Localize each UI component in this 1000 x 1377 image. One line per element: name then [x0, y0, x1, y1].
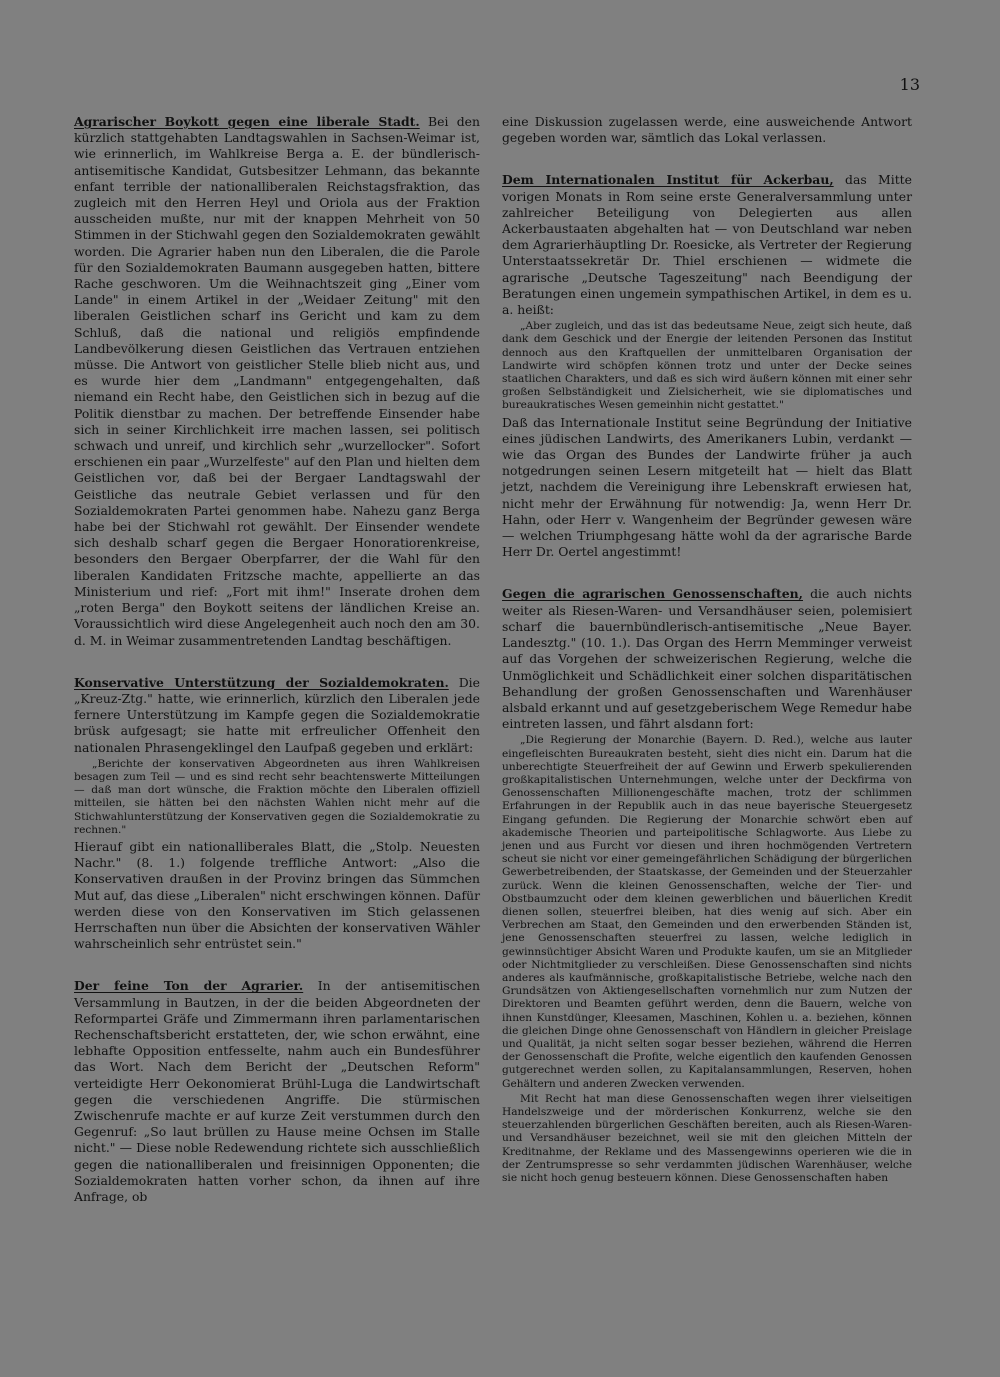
article-headline: Der feine Ton der Agrarier.	[74, 978, 304, 994]
article-body: Die „Kreuz-Ztg." hatte, wie erinnerlich, kürzlich den Liberalen jede fernere Unterstützung im Kampfe gegen die Sozialdemokratie brüsk aufgesagt; sie hatte mit erfreulicher Offenheit den nationalen Phrasengeklingel den Laufpaß gegeben und erklärt:	[74, 674, 480, 755]
page-number: 13	[899, 75, 920, 94]
article-headline: Konservative Unterstützung der Sozialdemokraten.	[74, 674, 449, 690]
article-cooperatives	[502, 586, 912, 1185]
right-column	[502, 114, 912, 1197]
article-fine-tone	[74, 978, 480, 1205]
continuation-text: eine Diskussion zugelassen werde, eine ausweichende Antwort gegeben worden war, sämtlich das Lokal verlassen.	[502, 114, 912, 146]
article-quote: „Die Regierung der Monarchie (Bayern. D. Red.), welche aus lauter eingefleischten Bureaukraten besteht, sieht dies nicht ein. Darum hat die unberechtigte Steuerfreiheit der auf Gewinn und Erwerb spekulierenden großkapitalistischen Unternehmungen, welche unter der Deckfirma von Genossenschaften Millionengeschäfte machen, trotz der schlimmen Erfahrungen in der Republik auch in das neue bayerische Steuergesetz Eingang gefunden. Die Regierung der Monarchie schwört eben auf akademische Theorien und parteipolitische Schlagworte. Aus Liebe zu jenen und aus Furcht vor diesen und ihren hochmögenden Vertretern scheut sie nicht vor einer gemeingefährlichen Schädigung der bürgerlichen Gewerbetreibenden, der Staatskasse, der Gemeinden und der Steuerzahler zurück. Wenn die kleinen Genossenschaften, welche der Tier- und Obstbaumzucht oder dem kleinen gewerblichen und bäuerlichen Kredit dienen sollen, steuerfrei bleiben, hat dies wenig auf sich. Aber ein Verbrechen am Staat, den Gemeinden und den erwerbenden Ständen ist, jene Genossenschaften steuerfrei zu lassen, welche lediglich in gewinnsüchtiger Absicht Waren und Produkte kaufen, um sie an Mitglieder oder Nichtmitglieder zu verschleißen. Diese Genossenschaften sind nichts anderes als kaufmännische, großkapitalistische Betriebe, welche nach den Grundsätzen von Aktiengesellschaften vornehmlich nur zum Nutzen der Direktoren und Beamten geführt werden, denn die Bauern, welche von ihnen Kunstdünger, Kleesamen, Maschinen, Kohlen u. a. beziehen, können die gleichen Dinge ohne Genossenschaft von Händlern in gleicher Preislage und Qualität, ja nicht selten sogar besser beziehen, während die Herren der Genossenschaft die Profite, welche eigentlich den kaufenden Genossen gutgerechnet werden sollen, zu Kapitalansammlungen, Reserven, hohen Gehältern und anderen Zwecken verwenden.	[502, 734, 912, 1090]
left-column	[74, 114, 480, 1217]
article-headline: Gegen die agrarischen Genossenschaften,	[502, 586, 803, 602]
article-conservative-support	[74, 675, 480, 953]
article-continuation	[502, 114, 912, 146]
article-agrarian-boycott	[74, 114, 480, 649]
article-body: In der antisemitischen Versammlung in Bautzen, in der die beiden Abgeordneten der Reformpartei Gräfe und Zimmermann ihren parlamentarischen Rechenschaftsbericht erstatteten, der, wie schon erwähnt, eine lebhafte Opposition entfesselte, nahm auch ein Bundesführer das Wort. Nach dem Bericht der „Deutschen Reform" verteidigte Herr Oekonomierat Brühl-Luga die Landwirtschaft gegen die verschiedenen Angriffe. Die stürmischen Zwischenrufe machte er auf kurze Zeit verstummen durch den Gegenruf: „So laut brüllen zu Hause meine Ochsen im Stalle nicht." — Diese noble Redewendung richtete sich ausschließlich gegen die nationalliberalen und freisinnigen Opponenten; die Sozialdemokraten hatten vorher schon, da ihnen auf ihre Anfrage, ob	[74, 978, 480, 1204]
article-reply: Daß das Internationale Institut seine Begründung der Initiative eines jüdischen Landwirts, des Amerikaners Lubin, verdankt — wie das Organ des Bundes der Landwirte früher ja auch notgedrungen seinen Lesern mitgeteilt hat — hielt das Blatt jetzt, nachdem die Vereinigung ihre Lebenskraft erwiesen hat, nicht mehr der Erwähnung für notwendig: Ja, wenn Herr Dr. Hahn, oder Herr v. Wangenheim der Begründer gewesen wäre — welchen Triumphgesang hätte wohl da der agrarische Barde Herr Dr. Oertel angestimmt!	[502, 414, 912, 560]
article-quote: „Berichte der konservativen Abgeordneten aus ihren Wahlkreisen besagen zum Teil — und es sind recht sehr beachtenswerte Mitteilungen — daß man dort wünsche, die Fraktion möchte den Liberalen offiziell mitteilen, sie hätten bei den nächsten Wahlen nicht mehr auf die Stichwahlunterstützung der Konservativen gegen die Sozialdemokratie zu rechnen."	[74, 757, 480, 836]
article-quote-continued: Mit Recht hat man diese Genossenschaften wegen ihrer vielseitigen Handelszweige und der mörderischen Konkurrenz, welche sie den steuerzahlenden bürgerlichen Geschäften bereiten, auch als Riesen-Waren- und Versandhäuser bezeichnet, weil sie mit den gleichen Mitteln der Kreditnahme, der Reklame und des Massengewinns operieren wie die in der Zentrumspresse so sehr verdammten jüdischen Warenhäuser, welche sie nicht hoch genug besteuern können. Diese Genossenschaften haben	[502, 1092, 912, 1185]
article-headline: Agrarischer Boykott gegen eine liberale Stadt.	[74, 114, 420, 129]
article-body: Bei den kürzlich stattgehabten Landtagswahlen in Sachsen-Weimar ist, wie erinnerlich, im Wahlkreise Berga a. E. der bündlerisch-antisemitische Kandidat, Gutsbesitzer Lehmann, das bekannte enfant terrible der nationalliberalen Reichstagsfraktion, das zugleich mit den Herren Heyl und Oriola aus der Fraktion ausscheiden mußte, nur mit der knappen Mehrheit von 50 Stimmen in der Stichwahl gegen den Sozialdemokraten gewählt worden. Die Agrarier haben nun den Liberalen, die die Parole für den Sozialdemokraten Baumann ausgegeben hatten, bittere Rache geschworen. Um die Weihnachtszeit ging „Einer vom Lande" in einem Artikel in der „Weidaer Zeitung" mit den liberalen Geistlichen scharf ins Gericht und kam zu dem Schluß, daß die national und religiös empfindende Landbevölkerung diesen Geistlichen das Vertrauen entziehen müsse. Die Antwort von geistlicher Stelle blieb nicht aus, und es wurde hier dem „Landmann" entgegengehalten, daß niemand ein Recht habe, den Geistlichen sich in bezug auf die Politik dienstbar zu machen. Der betreffende Einsender habe sich in seiner Kirchlichkeit irre machen lassen, sei politisch schwach und unreif, und kirchlich sehr „wurzellocker". Sofort erschienen ein paar „Wurzelfeste" auf den Plan und hielten dem Geistlichen vor, daß bei der Bergaer Landtagswahl der Geistliche das neutrale Gebiet verlassen und für den Sozialdemokraten Partei genommen habe. Nahezu ganz Berga habe bei der Stichwahl rot gewählt. Der Einsender wendete sich deshalb scharf gegen die Bergaer Honoratiorenkreise, besonders den Bergaer Oberpfarrer, der die Wahl für den liberalen Kandidaten Fritzsche machte, appellierte an das Ministerium und rief: „Fort mit ihm!" Inserate drohen dem „roten Berga" den Boykott seitens der ländlichen Kreise an. Voraussichtlich wird diese Angelegenheit auch noch den am 30. d. M. in Weimar zusammentretenden Landtag beschäftigen.	[74, 114, 480, 648]
article-reply: Hierauf gibt ein nationalliberales Blatt, die „Stolp. Neuesten Nachr." (8. 1.) folgende treffliche Antwort: „Also die Konservativen draußen in der Provinz bringen das Sümmchen Mut auf, das diese „Liberalen" nicht erschwingen können. Dafür werden diese von den Konservativen im Stich gelassenen Herrschaften nun über die Absichten der konservativen Wähler wahrscheinlich sehr entrüstet sein."	[74, 838, 480, 952]
article-quote: „Aber zugleich, und das ist das bedeutsame Neue, zeigt sich heute, daß dank dem Geschick und der Energie der leitenden Personen das Institut dennoch aus den Kraftquellen der unmittelbaren Organisation der Landwirte wird schöpfen können trotz und unter der Decke seines staatlichen Charakters, und daß es sich wird äußern können mit einer sehr großen Selbständigkeit und Zielsicherheit, wie sie diplomatisches und bureaukratisches Wesen gemeinhin nicht gestattet."	[502, 320, 912, 412]
article-agriculture-institute	[502, 172, 912, 560]
article-headline: Dem Internationalen Institut für Ackerbau,	[502, 172, 834, 188]
article-body: das Mitte vorigen Monats in Rom seine erste Generalversammlung unter zahlreicher Beteiligung von Delegierten aus allen Ackerbaustaaten abgehalten hat — von Deutschland war neben dem Agrarierhäuptling Dr. Roesicke, als Vertreter der Regierung Unterstaatssekretär Dr. Thiel erschienen — widmete die agrarische „Deutsche Tageszeitung" nach Beendigung der Beratungen einen ungemein sympathischen Artikel, in dem es u. a. heißt:	[502, 172, 912, 318]
article-body: die auch nichts weiter als Riesen-Waren- und Versandhäuser seien, polemisiert scharf die bauernbündlerisch-antisemitische „Neue Bayer. Landesztg." (10. 1.). Das Organ des Herrn Memminger verweist auf das Vorgehen der schweizerischen Regierung, welche die Unmöglichkeit und Schädlichkeit einer solchen disparitätischen Behandlung der großen Genossenschaften und Warenhäuser alsbald erkannt und auf gesetzgeberischem Wege Remedur habe eintreten lassen, und fährt alsdann fort:	[502, 586, 912, 732]
